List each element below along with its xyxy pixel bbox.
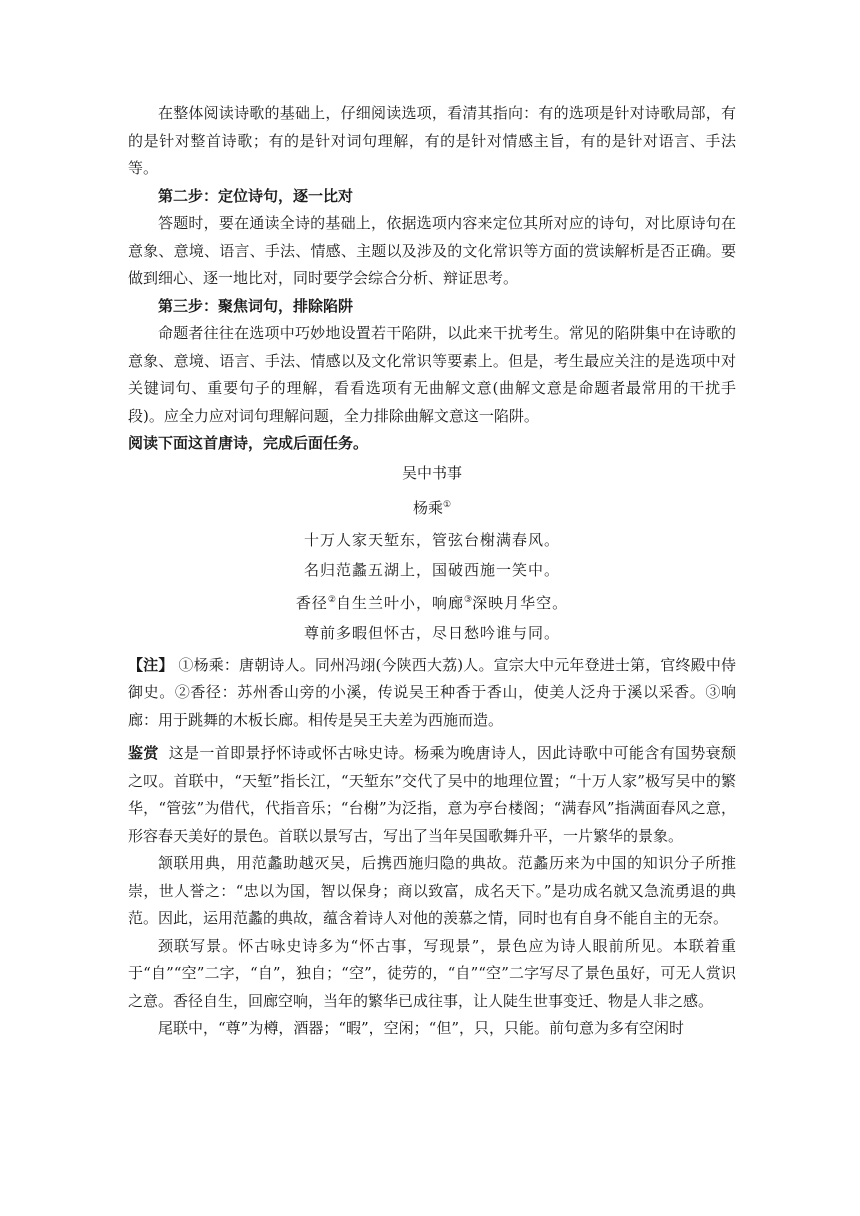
analysis-label: 鉴赏 xyxy=(128,744,159,762)
analysis-paragraph: 颈联写景。怀古咏史诗多为“怀古事，写现景”，景色应为诗人眼前所见。本联着重于“自”“空”二字，“自”，独自；“空”，徒劳的，“自”“空”二字写尽了景色虽好，可无人赏识之意。香径自生，回廊空响，当年的繁华已成往事，让人陡生世事变迁、物是人非之感。 xyxy=(128,936,736,1010)
analysis-paragraph xyxy=(128,740,736,850)
poem-author-name: 杨乘 xyxy=(412,498,443,517)
footnote-marker: ② xyxy=(327,594,336,605)
poem-text: 深映月华空。 xyxy=(472,593,569,612)
poem-text: 香径 xyxy=(295,593,328,612)
step3-heading: 第三步：聚焦词句，排除陷阱 xyxy=(158,296,354,315)
analysis-paragraph: 尾联中，“尊”为樽，酒器；“暇”，空闲；“但”，只，只能。前句意为多有空闲时 xyxy=(158,1019,685,1037)
footnote-marker: ① xyxy=(442,499,452,510)
step2-paragraph: 答题时，要在通读全诗的基础上，依据选项内容来定位其所对应的诗句，对比原诗句在意象、意境、语言、手法、情感、主题以及涉及的文化常识等方面的赏读解析是否正确。要做到细心、逐一地比对，同时要学会综合分析、辩证思考。 xyxy=(128,214,736,287)
notes-label: 【注】 xyxy=(128,655,174,674)
task-heading: 阅读下面这首唐诗，完成后面任务。 xyxy=(128,434,369,452)
notes-text: ①杨乘：唐朝诗人。同州冯翊(今陕西大荔)人。宣宗大中元年登进士第，官终殿中侍御史。②香径：苏州香山旁的小溪，传说吴王种香于香山，使美人泛舟于溪以采香。③响廊：用于跳舞的木板长廊。相传是吴王夫差为西施而造。 xyxy=(128,655,736,729)
poem-title: 吴中书事 xyxy=(401,463,462,482)
poem-line: 名归范蠡五湖上，国破西施一笑中。 xyxy=(303,560,560,579)
poem-line: 十万人家天堑东，管弦台榭满春风。 xyxy=(303,530,560,549)
poem-body xyxy=(128,525,736,648)
poem-author xyxy=(128,492,736,521)
notes-paragraph xyxy=(128,652,736,735)
analysis-text: 这是一首即景抒怀诗或怀古咏史诗。杨乘为晚唐诗人，因此诗歌中可能含有国势衰颓之叹。首联中，“天堑”指长江，“天堑东”交代了吴中的地理位置；“十万人家”极写吴中的繁华，“管弦”为借代，代指音乐；“台榭”为泛指，意为亭台楼阁；“满春风”指满面春风之意，形容春天美好的景色。首联以景写古，写出了当年吴国歌舞升平，一片繁华的景象。 xyxy=(128,744,736,845)
poem-line xyxy=(128,585,736,618)
intro-paragraph: 在整体阅读诗歌的基础上，仔细阅读选项，看清其指向：有的选项是针对诗歌局部，有的是针对整首诗歌；有的是针对词句理解，有的是针对情感主旨，有的是针对语言、手法等。 xyxy=(128,104,736,177)
step3-paragraph: 命题者往往在选项中巧妙地设置若干陷阱，以此来干扰考生。常见的陷阱集中在诗歌的意象、意境、语言、手法、情感以及文化常识等要素上。但是，考生最应关注的是选项中对关键词句、重要句子的理解，看看选项有无曲解文意(曲解文意是命题者最常用的干扰手段)。应全力应对词句理解问题，全力排除曲解文意这一陷阱。 xyxy=(128,324,736,425)
footnote-marker: ③ xyxy=(464,594,473,605)
poem-line: 尊前多暇但怀古，尽日愁吟谁与同。 xyxy=(303,623,560,642)
step2-heading: 第二步：定位诗句，逐一比对 xyxy=(158,186,354,205)
analysis-paragraph: 颔联用典，用范蠡助越灭吴，后携西施归隐的典故。范蠡历来为中国的知识分子所推崇，世人誉之：“忠以为国，智以保身；商以致富，成名天下。”是功成名就又急流勇退的典范。因此，运用范蠡的典故，蕴含着诗人对他的羡慕之情，同时也有自身不能自主的无奈。 xyxy=(128,854,736,927)
document-content xyxy=(128,100,736,1043)
poem-text: 自生兰叶小，响廊 xyxy=(335,593,464,612)
